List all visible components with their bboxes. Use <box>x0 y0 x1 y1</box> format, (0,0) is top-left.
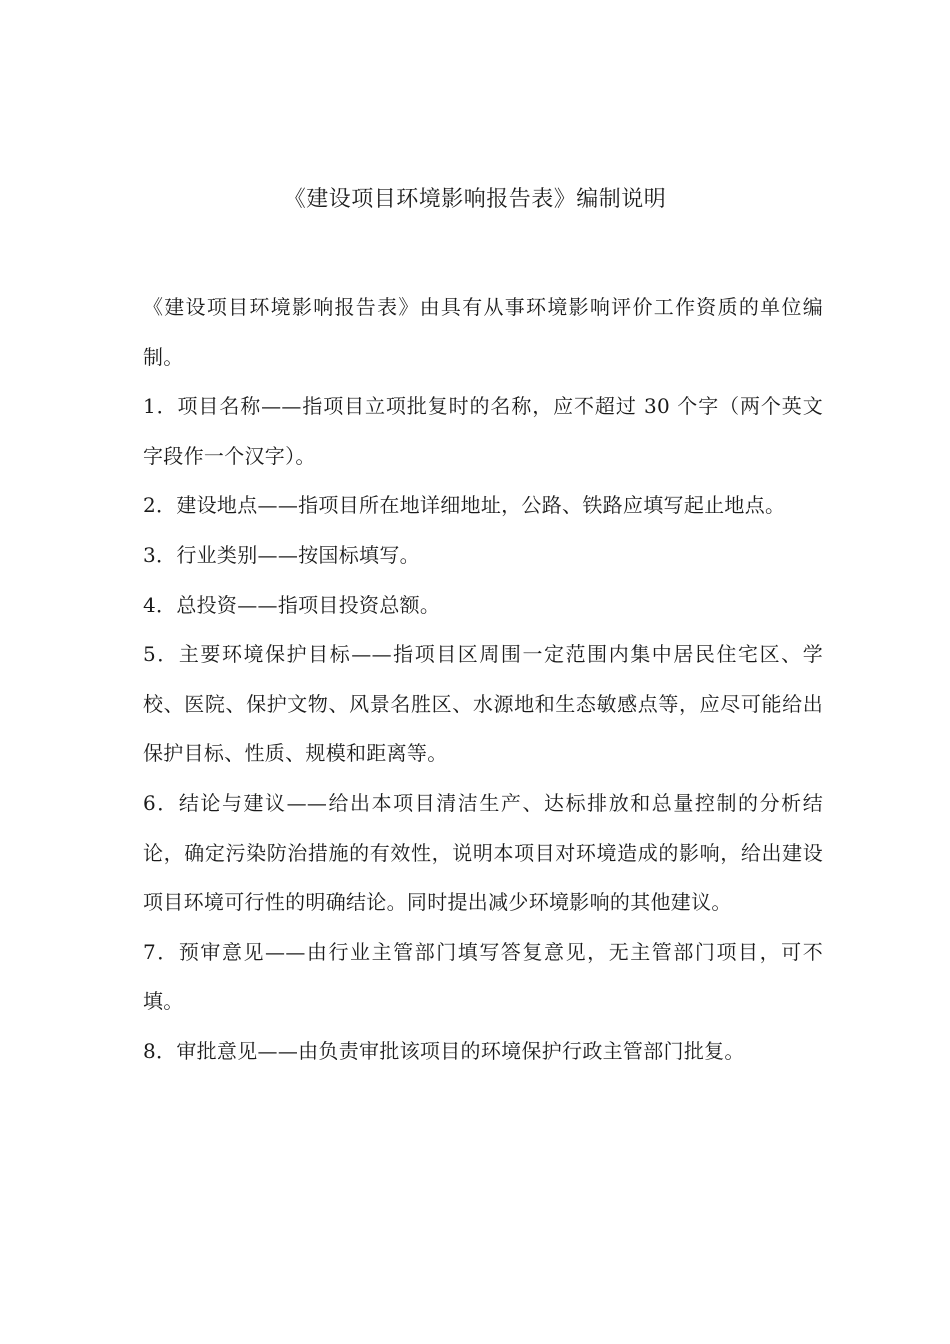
paragraph-item-4: 4．总投资——指项目投资总额。 <box>143 592 441 617</box>
document-body <box>143 283 823 1077</box>
paragraph-item-3: 3．行业类别——按国标填写。 <box>143 542 420 567</box>
paragraph-item-1: 1．项目名称——指项目立项批复时的名称，应不超过 30 个字（两个英文字段作一个汉字）。 <box>143 394 823 468</box>
paragraph-item-7: 7．预审意见——由行业主管部门填写答复意见，无主管部门项目，可不填。 <box>143 939 823 1014</box>
paragraph-item-5: 5．主要环境保护目标——指项目区周围一定范围内集中居民住宅区、学校、医院、保护文物、风景名胜区、水源地和生态敏感点等，应尽可能给出保护目标、性质、规模和距离等。 <box>143 642 823 766</box>
paragraph-item-2: 2．建设地点——指项目所在地详细地址，公路、铁路应填写起止地点。 <box>143 493 786 518</box>
paragraph-item-6: 6．结论与建议——给出本项目清洁生产、达标排放和总量控制的分析结论，确定污染防治措施的有效性，说明本项目对环境造成的影响，给出建设项目环境可行性的明确结论。同时提出减少环境影响的其他建议。 <box>143 790 823 915</box>
paragraph-intro: 《建设项目环境影响报告表》由具有从事环境影响评价工作资质的单位编制。 <box>143 295 823 369</box>
paragraph-item-8: 8．审批意见——由负责审批该项目的环境保护行政主管部门批复。 <box>143 1038 745 1063</box>
document-title: 《建设项目环境影响报告表》编制说明 <box>283 187 667 212</box>
